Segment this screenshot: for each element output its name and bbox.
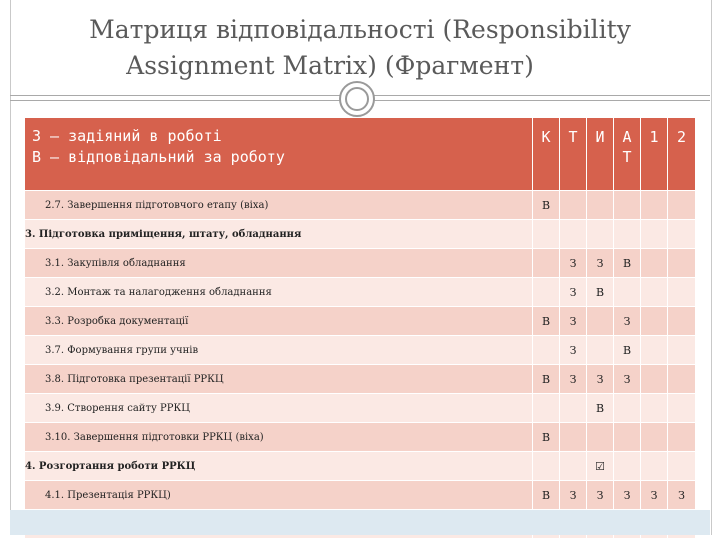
- assignment-cell: [533, 336, 560, 365]
- assignment-cell: [668, 191, 696, 220]
- assignment-cell: З: [614, 481, 641, 510]
- assignment-cell: З: [668, 481, 696, 510]
- assignment-cell: [641, 365, 668, 394]
- assignment-cell: [641, 307, 668, 336]
- assignment-cell: [668, 452, 696, 481]
- assignment-cell: [614, 191, 641, 220]
- task-label: 3.1. Закупівля обладнання: [25, 249, 533, 278]
- assignment-cell: [641, 423, 668, 452]
- checkbox-icon: ☑: [587, 452, 614, 481]
- column-header-a: А Т: [614, 118, 641, 191]
- assignment-cell: [641, 336, 668, 365]
- task-label: 3.2. Монтаж та налагодження обладнання: [25, 278, 533, 307]
- assignment-cell: [668, 336, 696, 365]
- assignment-cell: З: [560, 249, 587, 278]
- assignment-cell: В: [533, 423, 560, 452]
- task-row: [25, 278, 696, 307]
- section-row: [25, 220, 696, 249]
- task-label: 3.8. Підготовка презентації РРКЦ: [25, 365, 533, 394]
- assignment-cell: [533, 220, 560, 249]
- assignment-cell: З: [614, 307, 641, 336]
- assignment-cell: [614, 423, 641, 452]
- assignment-cell: [587, 423, 614, 452]
- assignment-cell: З: [641, 481, 668, 510]
- assignment-cell: [533, 249, 560, 278]
- task-row: [25, 336, 696, 365]
- column-header-k: К: [533, 118, 560, 191]
- assignment-cell: З: [614, 365, 641, 394]
- task-row: [25, 191, 696, 220]
- assignment-cell: [614, 394, 641, 423]
- assignment-cell: [614, 220, 641, 249]
- assignment-cell: [641, 220, 668, 249]
- assignment-cell: В: [533, 365, 560, 394]
- responsibility-matrix: [24, 117, 696, 539]
- column-header-2: 2: [668, 118, 696, 191]
- assignment-cell: [641, 191, 668, 220]
- column-header-i: И: [587, 118, 614, 191]
- assignment-cell: [668, 394, 696, 423]
- assignment-cell: [587, 220, 614, 249]
- legend-cell: [25, 118, 533, 191]
- assignment-cell: [614, 278, 641, 307]
- assignment-cell: [560, 220, 587, 249]
- slide-title: [0, 12, 720, 84]
- title-line-2: Assignment Matrix) (Фрагмент): [126, 51, 534, 80]
- section-label: 4. Розгортання роботи РРКЦ: [25, 452, 533, 481]
- column-header-t: Т: [560, 118, 587, 191]
- assignment-cell: В: [533, 191, 560, 220]
- assignment-cell: [641, 278, 668, 307]
- task-label: 3.10. Завершення підготовки РРКЦ (віха): [25, 423, 533, 452]
- assignment-cell: В: [533, 481, 560, 510]
- task-row: [25, 423, 696, 452]
- assignment-cell: [641, 394, 668, 423]
- assignment-cell: [587, 336, 614, 365]
- task-row: [25, 365, 696, 394]
- section-label: 3. Підготовка приміщення, штату, обладнання: [25, 220, 533, 249]
- assignment-cell: [587, 191, 614, 220]
- legend-responsible: В – відповідальний за роботу: [32, 148, 285, 166]
- assignment-cell: З: [560, 278, 587, 307]
- task-row: [25, 394, 696, 423]
- assignment-cell: З: [560, 365, 587, 394]
- circle-ornament-icon: [339, 81, 375, 117]
- assignment-cell: [533, 278, 560, 307]
- task-row: [25, 307, 696, 336]
- assignment-cell: [668, 365, 696, 394]
- assignment-cell: [614, 452, 641, 481]
- assignment-cell: [533, 394, 560, 423]
- assignment-cell: В: [614, 336, 641, 365]
- assignment-cell: [641, 452, 668, 481]
- assignment-cell: [560, 452, 587, 481]
- legend-involved: З – задіяний в роботі: [32, 127, 222, 145]
- assignment-cell: [587, 307, 614, 336]
- assignment-cell: [668, 278, 696, 307]
- footer-bar: [10, 510, 710, 535]
- task-label: 3.7. Формування групи учнів: [25, 336, 533, 365]
- assignment-cell: В: [587, 278, 614, 307]
- task-row: [25, 249, 696, 278]
- assignment-cell: В: [587, 394, 614, 423]
- assignment-cell: З: [587, 249, 614, 278]
- task-label: 3.9. Створення сайту РРКЦ: [25, 394, 533, 423]
- assignment-cell: [668, 220, 696, 249]
- assignment-cell: [668, 423, 696, 452]
- assignment-cell: З: [587, 481, 614, 510]
- task-label: 2.7. Завершення підготовчого етапу (віха): [25, 191, 533, 220]
- task-label: 3.3. Розробка документації: [25, 307, 533, 336]
- assignment-cell: З: [560, 481, 587, 510]
- assignment-cell: З: [560, 336, 587, 365]
- task-row: [25, 481, 696, 510]
- section-row: [25, 452, 696, 481]
- assignment-cell: [533, 452, 560, 481]
- assignment-cell: В: [614, 249, 641, 278]
- assignment-cell: В: [533, 307, 560, 336]
- column-header-1: 1: [641, 118, 668, 191]
- matrix-header-row: [25, 118, 696, 191]
- task-label: 4.1. Презентація РРКЦ): [25, 481, 533, 510]
- assignment-cell: З: [587, 365, 614, 394]
- title-line-1: Матриця відповідальності (Responsibility: [89, 15, 631, 44]
- assignment-cell: [560, 423, 587, 452]
- assignment-cell: [560, 394, 587, 423]
- assignment-cell: [668, 249, 696, 278]
- assignment-cell: [668, 307, 696, 336]
- assignment-cell: [560, 191, 587, 220]
- assignment-cell: [641, 249, 668, 278]
- assignment-cell: З: [560, 307, 587, 336]
